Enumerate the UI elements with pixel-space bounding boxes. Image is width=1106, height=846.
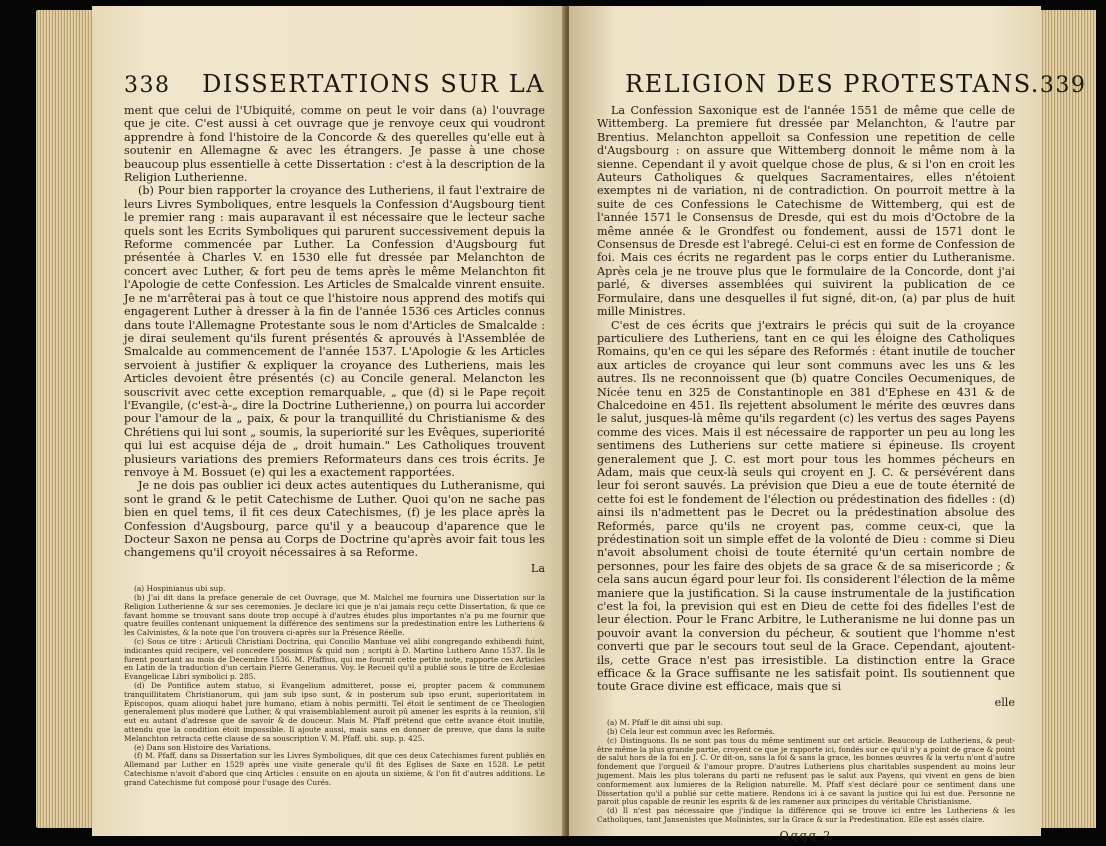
paragraph: La Confession Saxonique est de l'année 1551 de même que celle de Wittemberg. La premiere fut dressée par Melanchton, & l'autre par Brentius. Melanchton appelloit sa Confession une repetition de celle d'Augsbourg : on assure que Wittemberg donnoit le même nom à la sienne. Cependant il y avoit quelque chose de plus, & si l'on en croit les Auteurs Catholiques & quelques Sacramentaires, elles n'étoient exemptes ni de variation, ni de contradiction. On pourroit mettre à la suite de ces Confessions le Catechisme de Wittemberg, qui est de l'année 1571 le Consensus de Dresde, qui est du mois d'Octobre de la même année & le Grondfest ou fondement, aussi de 1571 dont le Consensus de Dresde est l'abregé. Celui-ci est en forme de Confession de foi. Mais ces écrits ne regardent pas le corps entier du Lutheranisme. Après cela je ne trouve plus que le formulaire de la Concorde, dont j'ai parlé, & diverses assemblées qui suivirent la publication de ce Formulaire, dans une desquelles il fut signé, dit-on, (a) par plus de huit mille Ministres.	[597, 104, 1015, 319]
footnote: (c) Sous ce titre : Articuli Christiani Doctrina, qui Concilio Mantuae vel alibi congregando exhibendi fuint, indicantes quid recipere, vel concedere possimus & quid non ; scripti à D. Martino Luthero Anno 1537. Ils le furent pourtant au mois de Decembre 1536. M. Pfaffius, qui me fournit cette petite note, rapporte ces Articles en Latin de la traduction d'un certain Pierre Generanus. Voy. le Recueil qu'il a publié sous le titre de Ecclesiae Evangelicae Libri symbolici p. 285.	[124, 637, 545, 682]
footnote: (b) Cela leur est commun avec les Reformés.	[607, 727, 775, 737]
left-page-number: 338	[124, 73, 171, 98]
left-footnotes	[124, 585, 545, 787]
right-body-text	[597, 104, 1015, 694]
footnote: (d) Il n'est pas nécessaire que j'indique la différence qui se trouve ici entre les Lutheriens & les Catholiques, tant Jansenistes que Molinistes, sur la Grace & sur la Predestination. Elle est assés claire.	[597, 806, 1015, 825]
right-running-head	[597, 70, 1087, 98]
right-page	[569, 6, 1087, 842]
signature-mark: Qqqq 2	[779, 828, 833, 842]
right-footnotes	[597, 719, 1015, 825]
left-body-text	[124, 104, 545, 560]
right-catchword: elle	[994, 695, 1015, 709]
open-book	[36, 6, 1096, 842]
footnote: (a) M. Pfaff le dit ainsi ubi sup.	[607, 718, 723, 728]
footnote: (d) De Pontifice autem statuo, si Evangelium admitteret, posse ei, propter pacem & communem tranquillitatem Christianorum, qui jam sub ipso sunt, & in posterum sub ipso erunt, superioritatem in Episcopos, quam alioqui habet jure humano, etiam à nobis permitti. Tel étoit le sentiment de ce Theologien generalement plus moderé que Luther, & qui vraisemblablement auroit pû amener les esprits à la reunion, s'il eut eu autant d'adresse que de savoir & de douceur. Mais M. Pfaff prétend que cette avance étoit inutile, attendu que la condition étoit impossible. Il ajoute aussi, mais sans en donner de preuve, que dans la suite Melanchton retracta cette clause de sa souscription V. M. Pfaff. ubi. sup. p. 425.	[124, 680, 545, 743]
left-catchword: La	[530, 561, 545, 575]
footnote: (a) Hospinianus ubi sup.	[134, 584, 226, 594]
paragraph: (b) Pour bien rapporter la croyance des Lutheriens, il faut l'extraire de leurs Livres Symboliques, entre lesquels la Confession d'Augsbourg tient le premier rang : mais auparavant il est nécessaire que le lecteur sache quels sont les Ecrits Symboliques qui parurent successivement depuis la Reforme commencée par Luther. La Confession d'Augsbourg fut présentée à Charles V. en 1530 elle fut dressée par Melanchton de concert avec Luther, & fort peu de tems après le même Melanchton fit l'Apologie de cette Confession. Les Articles de Smalcalde vinrent ensuite. Je ne m'arrêterai pas à tout ce que l'histoire nous apprend des motifs qui engagerent Luther à dresser à la fin de l'année 1536 ces Articles connus dans toute l'Allemagne Protestante sous le nom d'Articles de Smalcalde : je dirai seulement qu'ils furent présentés & aprouvés à l'Assemblée de Smalcalde au commencement de l'année 1537. L'Apologie & les Articles servoient à justifier & expliquer la croyance des Lutheriens, mais les Articles devoient être présentés (c) au Concile general. Melancton les souscrivit avec cette exception remarquable, „ que (d) si le Pape reçoit l'Evangile, (c'est-à-„ dire la Doctrine Lutherienne,) on pourra lui accorder pour l'amour de la „ paix, & pour la tranquillité du Christianisme & des Chrétiens qui lui sont „ soumis, la superiorité sur les Evêques, superiorité qui lui est acquise déja de „ droit humain." Les Catholiques trouvent plusieurs variations des premiers Reformateurs dans ces trois écrits. Je renvoye à M. Bossuet (e) qui les a exactement rapportées.	[124, 184, 545, 479]
left-running-head	[124, 70, 545, 98]
footnote: (c) Distinguons. Ils ne sont pas tous du même sentiment sur cet article. Beaucoup de Lutheriens, & peut-être même la plus grande partie, croyent ce que je rapporte ici, fondés sur ce qu'il n'y a point de grace & point de salut hors de la foi en J. C. Or dit-on, sans la foi & sans la grace, les bonnes œuvres & la vertu n'ont d'autre fondement que l'orgueil & l'amour propre. D'autres Lutheriens plus charitables suspendent au moins leur jugement. Mais les plus tolerans du parti ne refusent pas le salut aux Payens, qui vivent en gens de bien conformement aux lumieres de la Religion naturelle. M. Pfaff s'est déclaré pour ce sentiment dans une Dissertation qu'il a publié sur cette matiere. Rendons ici à ce savant la justice qui lui est due. Personne ne paroit plus capable de reunir les esprits & de les ramener aux principes du véritable Christianisme.	[597, 735, 1015, 807]
footnote: (b) J'ai dit dans la preface generale de cet Ouvrage, que M. Malchel me fournira une Dissertation sur la Religion Lutherienne & sur ses ceremonies. Je declare ici que je n'ai jamais reçu cette Dissertation, & que ce favant homme se trouvant sans doute trop occupé à d'autres études plus importantes n'a pu me fournir que quatre feuilles contenant uniquement la différence des sentimens sur la predestination entre les Lutheriens & les Calvinistes, & la note que l'on trouvera ci-après sur la Présence Réelle.	[124, 593, 545, 638]
right-page-number: 339	[1039, 73, 1087, 98]
paragraph: ment que celui de l'Ubiquité, comme on peut le voir dans (a) l'ouvrage que je cite. C'est aussi à cet ouvrage que je renvoye ceux qui voudront apprendre à fond l'histoire de la Concorde & des querelles qu'elle eut à soutenir en Allemagne & avec les étrangers. Je passe à une chose beaucoup plus essentielle à cette Dissertation : c'est à la description de la Religion Lutherienne.	[124, 104, 545, 185]
left-running-title: DISSERTATIONS SUR LA	[202, 70, 545, 98]
paragraph: Je ne dois pas oublier ici deux actes autentiques du Lutheranisme, qui sont le grand & le petit Catechisme de Luther. Quoi qu'on ne sache pas bien en quel tems, il fit ces deux Catechismes, (f) je les place après la Confession d'Augsbourg, parce qu'il y a beaucoup d'aparence que le Docteur Saxon ne pensa au Corps de Doctrine qu'après avoir fait tous les changemens qu'il croyoit nécessaires à sa Reforme.	[124, 479, 545, 560]
left-page	[92, 6, 567, 836]
paragraph: C'est de ces écrits que j'extrairs le précis qui suit de la croyance particuliere des Lutheriens, tant en ce qui les éloigne des Catholiques Romains, qu'en ce qui les sépare des Reformés : étant inutile de toucher aux articles de croyance qui leur sont communs avec les uns & les autres. Ils ne reconnoissent que (b) quatre Conciles Oecumeniques, de Nicée tenu en 325 de Constantinople en 381 d'Ephese en 431 & de Chalcedoine en 451. Ils rejettent absolument le mérite des œuvres dans le salut, jusques-là même qu'ils regardent (c) les vertus des sages Payens comme des vices. Mais il est nécessaire de rapporter un peu au long les sentimens des Lutheriens sur cette matiere si épineuse. Ils croyent generalement que J. C. est mort pour tous les hommes pécheurs en Adam, mais que ceux-là seuls qui croyent en J. C. & persévérent dans leur foi seront sauvés. La prévision que Dieu a eue de toute éternité de cette foi est le fondement de l'élection ou prédestination des fidelles : (d) ainsi ils n'admettent pas le Decret ou la prédestination absolue des Reformés, parce qu'ils ne croyent pas, comme ceux-ci, que la prédestination soit un simple effet de la volonté de Dieu : comme si Dieu n'avoit absolument choisi de toute éternité qu'un certain nombre de personnes, pour les faire des objets de sa grace & de sa misericorde ; & cela sans aucun égard pour leur foi. Ils considerent l'élection de la même maniere que la justification. Si la cause instrumentale de la justification c'est la foi, la prevision qui est en Dieu de cette foi des fidelles l'est de leur élection. Pour le Franc Arbitre, le Lutheranisme ne lui donne pas un pouvoir avant la conversion du pécheur, & soutient que l'homme n'est converti que par le secours tout seul de la Grace. Cependant, ajoutent-ils, cette Grace n'est pas irresistible. La distinction entre la Grace efficace & la Grace suffisante ne les satisfait point. Ils soutiennent que toute Grace divine est efficace, mais que si	[597, 318, 1015, 694]
right-running-title: RELIGION DES PROTESTANS.	[625, 70, 1040, 98]
footnote: (e) Dans son Histoire des Variations.	[134, 742, 272, 752]
page-edges-right	[1038, 10, 1096, 828]
page-edges-left	[36, 10, 96, 828]
footnote: (f) M. Pfaff, dans sa Dissertation sur les Livres Symboliques, dit que ces deux Catechismes furent publiés en Allemand par Luther en 1529 après une visite generale qu'il fit des Eglises de Saxe en 1528. Le petit Catechisme n'avoit d'abord que cinq Articles : ensuite on en ajouta un sixième, & l'on fit d'autres additions. Le grand Catechisme fut composé pour l'usage des Curés.	[124, 751, 545, 787]
